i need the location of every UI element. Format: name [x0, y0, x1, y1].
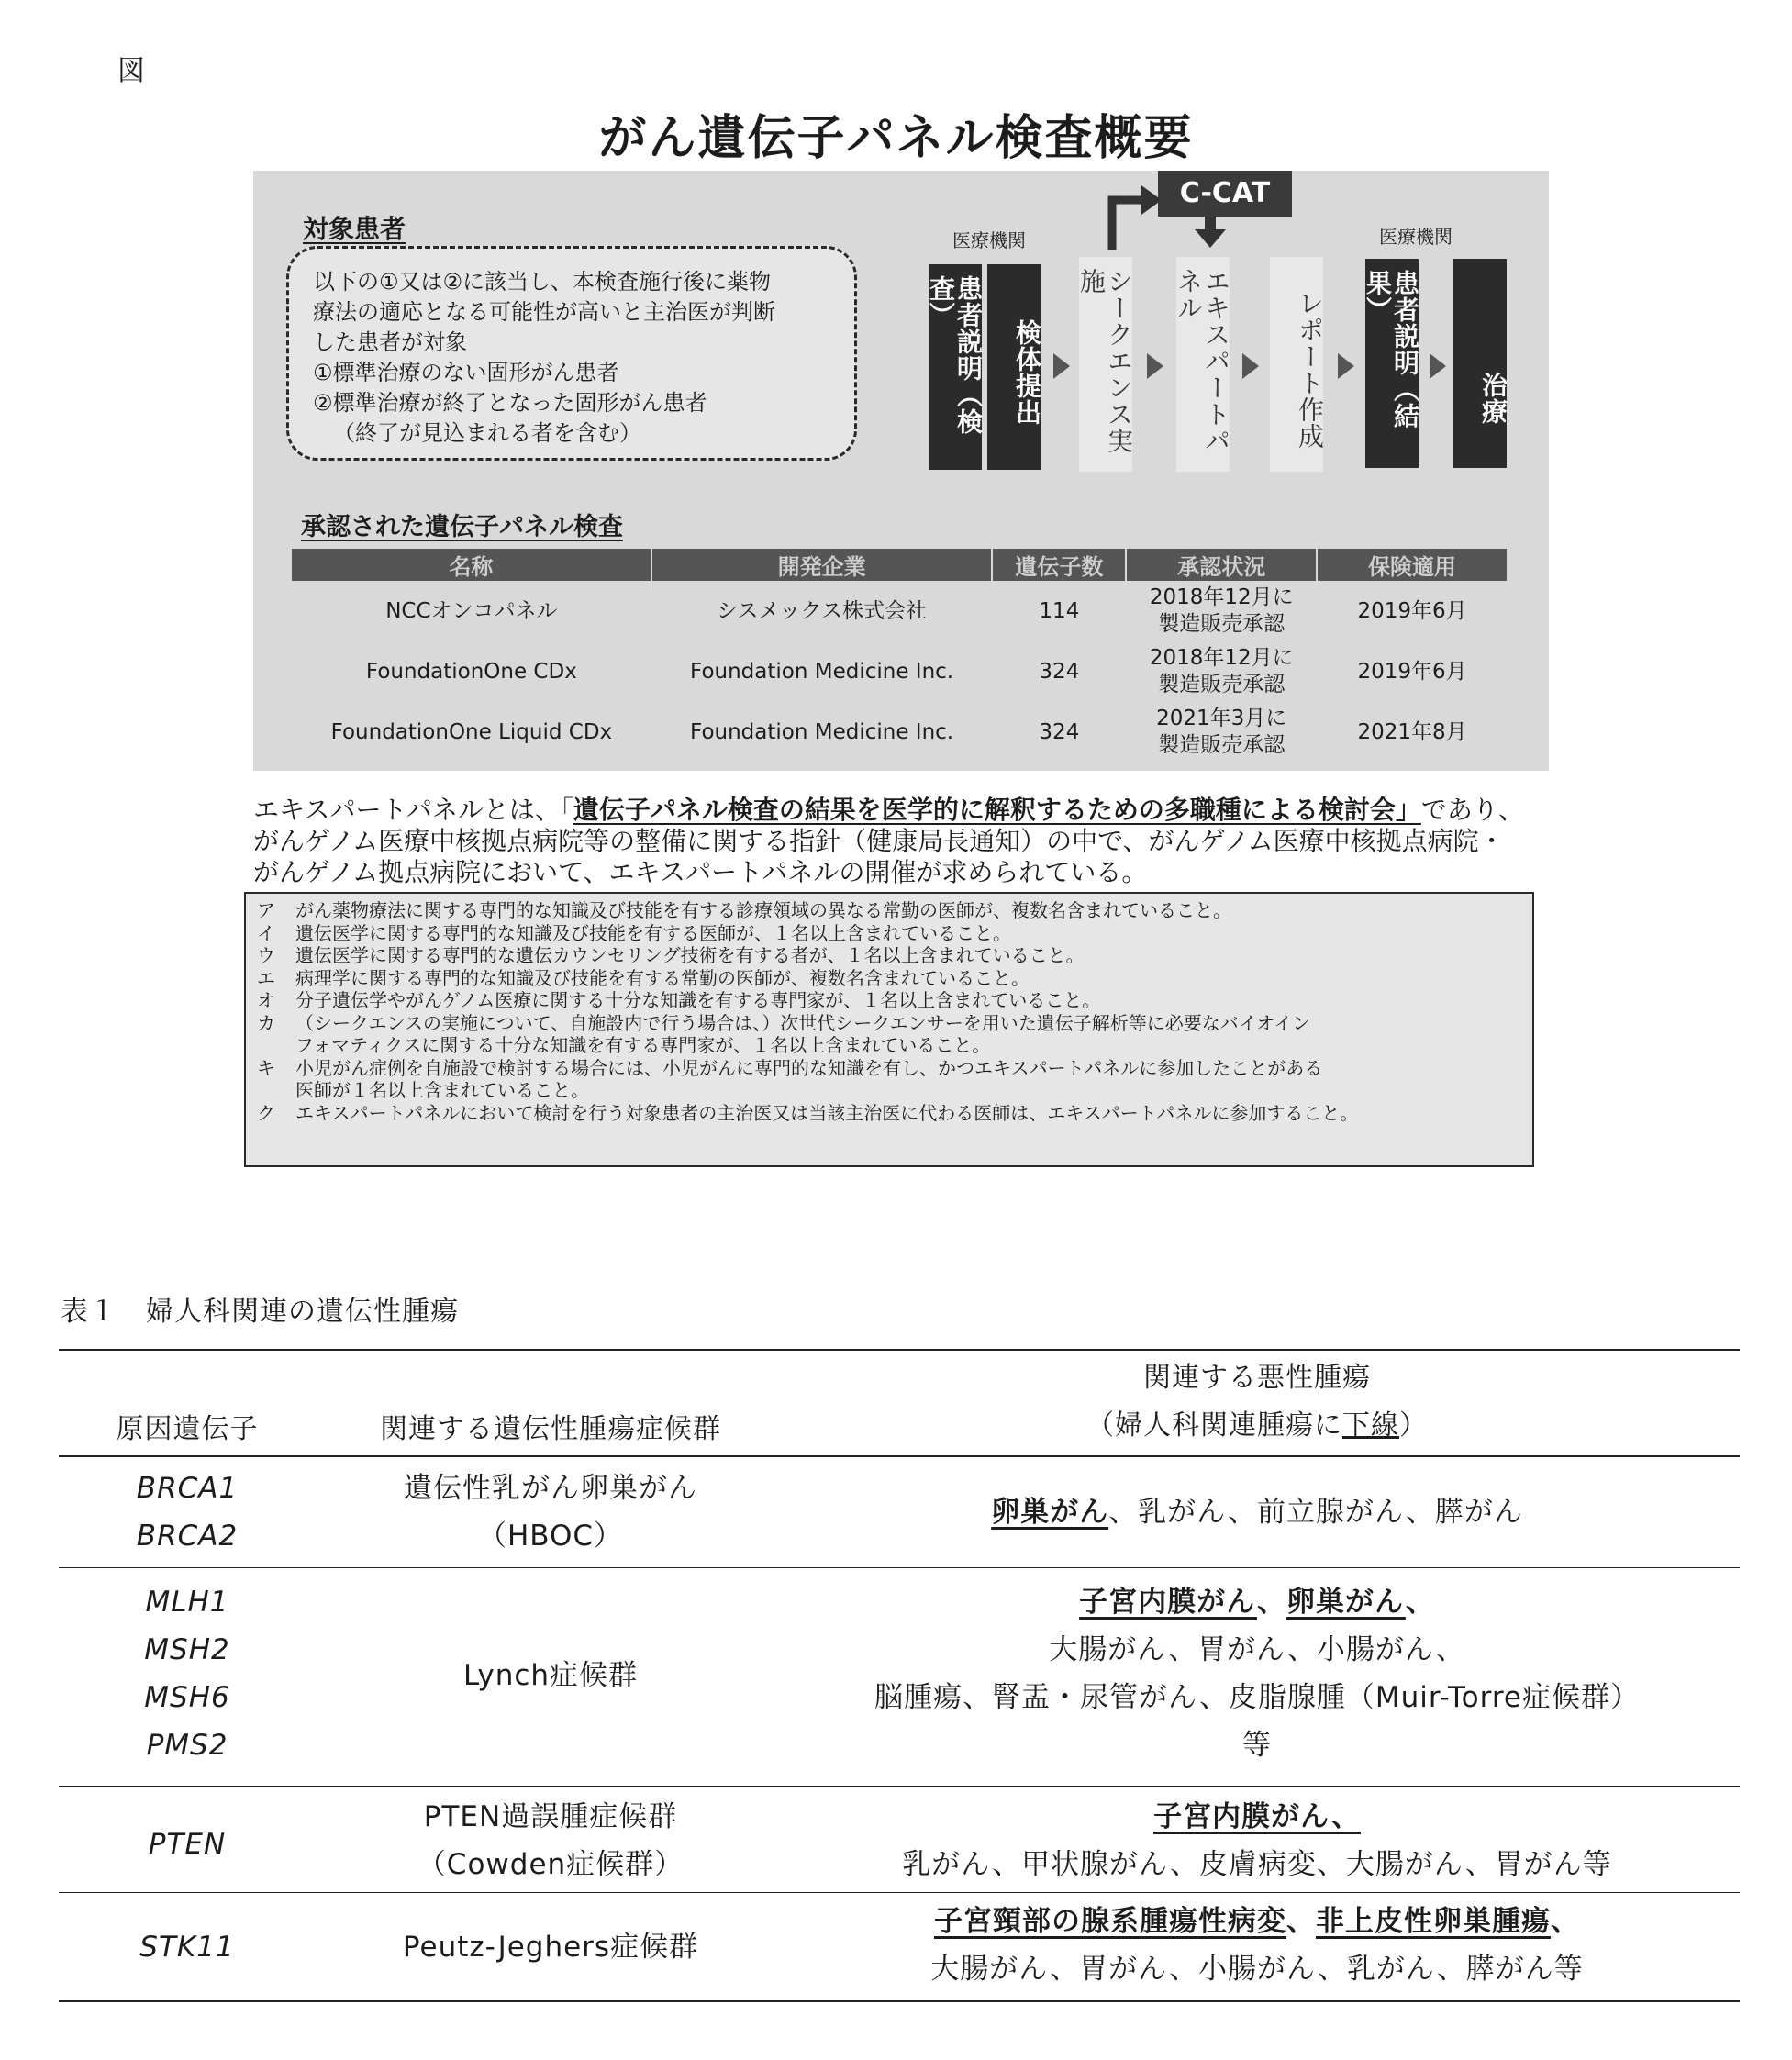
header-tumor-underlined: 下線	[1342, 1409, 1399, 1442]
tumor-line: 脳腫瘍、腎盂・尿管がん、皮脂腺腫（Muir-Torre症候群）	[874, 1681, 1640, 1714]
header-tumor-text: ）	[1399, 1409, 1428, 1442]
tumor-line: 等	[1242, 1729, 1272, 1762]
requirement-text: エキスパートパネルにおいて検討を行う対象患者の主治医又は当該主治医に代わる医師は、エキスパートパネルに参加すること。	[295, 1101, 1359, 1124]
syndrome-line: （Cowden症候群）	[417, 1848, 685, 1881]
panel-gene-count: 324	[1039, 719, 1080, 744]
tumor-line	[771, 1793, 1743, 1841]
column-header: 保険適用	[1317, 549, 1508, 581]
row-divider	[59, 1892, 1740, 1893]
requirement-text: （シークエンスの実施について、自施設内で行う場合は、）次世代シークエンサーを用いた遺伝子解析等に必要なバイオイン	[295, 1011, 1311, 1034]
target-criteria-box	[286, 246, 857, 461]
flow-arrow	[1147, 353, 1163, 379]
syndrome-line: Lynch症候群	[462, 1659, 639, 1692]
requirements-box	[244, 892, 1534, 1167]
gene-name: MLH1	[145, 1586, 229, 1619]
tumor-gyn: 卵巣がん	[1286, 1586, 1406, 1619]
tumor-line: 大腸がん、胃がん、小腸がん、乳がん、膵がん等	[930, 1953, 1584, 1986]
panel-company: Foundation Medicine Inc.	[690, 719, 954, 744]
requirement-item	[257, 989, 1532, 1012]
panel-insurance: 2019年6月	[1357, 659, 1467, 684]
flow-arrow	[1053, 353, 1070, 379]
panel-insurance: 2019年6月	[1357, 598, 1467, 623]
gene-name: BRCA2	[136, 1520, 239, 1553]
column-header: 遺伝子数	[992, 549, 1126, 581]
panel-company: シスメックス株式会社	[717, 598, 928, 623]
description-post: であり、	[1420, 795, 1524, 825]
criteria-line: （終了が見込まれる者を含む）	[333, 420, 641, 446]
requirement-mark: キ	[257, 1056, 275, 1079]
tumor-line	[771, 1898, 1743, 1945]
requirement-text: フォマティクスに関する十分な知識を有する専門家が、１名以上含まれていること。	[295, 1034, 991, 1056]
description-line	[253, 795, 1524, 826]
requirement-mark	[257, 1034, 295, 1057]
table-top-rule	[59, 1349, 1740, 1351]
panel-status	[1126, 581, 1317, 641]
header-tumor-text: （婦人科関連腫瘍に	[1086, 1409, 1342, 1442]
criteria-line: した患者が対象	[313, 329, 467, 355]
syndrome-line: 遺伝性乳がん卵巣がん	[404, 1472, 697, 1505]
ccat-upload-arrow	[1101, 180, 1174, 253]
gene-cell	[59, 1464, 316, 1560]
header-syndrome: 関連する遺伝性腫瘍症候群	[380, 1413, 721, 1445]
panel-gene-count: 114	[1039, 598, 1080, 623]
tumor-line	[771, 1578, 1743, 1626]
criteria-line: ①標準治療のない固形がん患者	[313, 360, 619, 385]
syndrome-line: Peutz-Jeghers症候群	[402, 1931, 699, 1964]
tumor-gyn-sep: 、	[1405, 1586, 1435, 1619]
requirement-item	[257, 967, 1532, 990]
requirement-item	[257, 1079, 1532, 1102]
flow-arrow	[1242, 353, 1259, 379]
criteria-line: 療法の適応となる可能性が高いと主治医が判断	[313, 299, 775, 325]
requirement-text: 病理学に関する専門的な知識及び技能を有する常勤の医師が、複数名含まれていること。	[295, 966, 1030, 989]
requirement-item	[257, 1034, 1532, 1057]
header-tumor	[771, 1354, 1743, 1450]
description-line: がんゲノム拠点病院において、エキスパートパネルの開催が求められている。	[253, 857, 1148, 887]
gene-name: BRCA1	[136, 1472, 239, 1505]
requirement-text: 遺伝医学に関する専門的な知識及び技能を有する医師が、１名以上含まれていること。	[295, 921, 1011, 944]
ccat-box: C-CAT	[1158, 171, 1292, 217]
header-tumor-line: 関連する悪性腫瘍	[1143, 1362, 1371, 1394]
requirement-item	[257, 1057, 1532, 1080]
step-report-creation: レポート作成	[1270, 257, 1323, 472]
description-pre: エキスパートパネルとは、「	[253, 795, 573, 825]
requirement-text: 医師が１名以上含まれていること。	[295, 1079, 589, 1101]
requirement-item	[257, 922, 1532, 945]
panel-name: NCCオンコパネル	[385, 598, 558, 623]
column-header: 承認状況	[1126, 549, 1317, 581]
tumor-gyn: 子宮内膜がん	[1079, 1586, 1257, 1619]
requirement-mark: イ	[257, 921, 275, 944]
gene-name: STK11	[139, 1931, 235, 1964]
tumor-cell	[771, 1578, 1743, 1769]
expert-panel-description	[253, 795, 1524, 888]
description-line: がんゲノム医療中核拠点病院等の整備に関する指針（健康局長通知）の中で、がんゲノム医療中核拠点病院・	[253, 826, 1505, 856]
panel-company: Foundation Medicine Inc.	[690, 659, 954, 684]
table-bottom-rule	[59, 2000, 1740, 2002]
step-treatment: 治療	[1453, 259, 1507, 468]
header-tumor-line	[771, 1402, 1743, 1450]
table-row	[292, 581, 1508, 641]
requirement-item	[257, 944, 1532, 967]
column-header: 名称	[292, 549, 651, 581]
panel-status	[1126, 641, 1317, 702]
requirement-text: 分子遺伝学やがんゲノム医療に関する十分な知識を有する専門家が、１名以上含まれていること。	[295, 989, 1101, 1011]
tumor-gyn: 非上皮性卵巣腫瘍	[1316, 1905, 1551, 1938]
requirement-mark: ク	[257, 1101, 275, 1124]
requirement-item	[257, 1102, 1532, 1125]
row-divider	[59, 1786, 1740, 1787]
gene-cell	[59, 1821, 316, 1868]
step-expert-panel: エキスパートパネル	[1176, 257, 1230, 472]
tumor-gyn-sep: 、	[1330, 1800, 1361, 1833]
org-label-left: 医療機関	[952, 229, 1026, 251]
flow-arrow	[1430, 353, 1446, 379]
tumor-gyn-sep: 、	[1256, 1586, 1286, 1619]
panel-gene-count: 324	[1039, 659, 1080, 684]
criteria-line: 以下の①又は②に該当し、本検査施行後に薬物	[313, 269, 772, 295]
tumor-line: 乳がん、甲状腺がん、皮膚病変、大腸がん、胃がん等	[902, 1848, 1612, 1881]
tumor-cell	[771, 1488, 1743, 1536]
syndrome-line: PTEN過誤腫症候群	[423, 1800, 678, 1833]
tumor-gyn-sep: 、	[1551, 1905, 1580, 1938]
requirement-mark: ウ	[257, 944, 275, 966]
syndrome-cell	[312, 1923, 789, 1971]
syndrome-cell	[312, 1652, 789, 1699]
tumor-gyn-sep: 、	[1286, 1905, 1316, 1938]
status-line: 製造販売承認	[1158, 673, 1286, 696]
status-line: 2021年3月に	[1156, 707, 1287, 730]
header-rule	[59, 1455, 1740, 1457]
figure-label: 図	[117, 55, 145, 87]
figure-title: がん遺伝子パネル検査概要	[598, 111, 1194, 166]
gene-name: PMS2	[146, 1729, 228, 1762]
requirement-item	[257, 1012, 1532, 1035]
tumor-line: 大腸がん、胃がん、小腸がん、	[1049, 1633, 1465, 1666]
criteria-line: ②標準治療が終了となった固形がん患者	[313, 390, 707, 416]
status-line: 製造販売承認	[1158, 733, 1286, 757]
step-sequencing: シークエンス実施	[1079, 257, 1132, 472]
org-label-right: 医療機関	[1379, 226, 1453, 248]
status-line: 製造販売承認	[1158, 612, 1286, 636]
requirement-mark: ア	[257, 899, 275, 921]
tumor-gyn: 子宮内膜がん	[1153, 1800, 1331, 1833]
ccat-down-arrow	[1193, 217, 1230, 253]
row-divider	[59, 1567, 1740, 1568]
column-header: 開発企業	[651, 549, 993, 581]
gene-name: PTEN	[148, 1828, 227, 1861]
header-gene: 原因遺伝子	[116, 1413, 259, 1445]
requirement-mark	[257, 1079, 295, 1102]
syndrome-line: （HBOC）	[477, 1520, 624, 1553]
syndrome-cell	[312, 1793, 789, 1888]
table-row	[292, 702, 1508, 763]
table1-caption: 表１ 婦人科関連の遺伝性腫瘍	[61, 1296, 459, 1328]
step-patient-explanation-result: 患者説明（結果）	[1365, 259, 1419, 468]
flow-arrow	[1338, 353, 1354, 379]
requirement-text: 遺伝医学に関する専門的な遺伝カウンセリング技術を有する者が、１名以上含まれていること。	[295, 944, 1085, 966]
gene-cell	[59, 1923, 316, 1971]
table-header-row	[292, 549, 1508, 581]
syndrome-cell	[312, 1464, 789, 1560]
panel-insurance: 2021年8月	[1357, 719, 1467, 744]
requirement-text: がん薬物療法に関する専門的な知識及び技能を有する診療領域の異なる常勤の医師が、複数名含まれていること。	[295, 899, 1231, 921]
requirement-text: 小児がん症例を自施設で検討する場合には、小児がんに専門的な知識を有し、かつエキスパートパネルに参加したことがある	[295, 1056, 1323, 1079]
approved-heading: 承認された遺伝子パネル検査	[301, 513, 623, 541]
requirement-item	[257, 899, 1532, 922]
tumor-gyn: 卵巣がん	[991, 1496, 1109, 1529]
panel-status	[1126, 702, 1317, 763]
requirement-mark: オ	[257, 989, 275, 1011]
description-emphasis: 遺伝子パネル検査の結果を医学的に解釈するための多職種による検討会」	[573, 795, 1421, 825]
requirement-mark: エ	[257, 966, 275, 989]
table-row	[292, 641, 1508, 702]
step-patient-explanation-test: 患者説明（検査）	[929, 264, 982, 470]
status-line: 2018年12月に	[1149, 585, 1294, 609]
gene-name: MSH2	[144, 1633, 230, 1666]
panel-name: FoundationOne CDx	[365, 659, 577, 684]
tumor-gyn: 子宮頸部の腺系腫瘍性病変	[934, 1905, 1286, 1938]
requirement-mark: カ	[257, 1011, 275, 1034]
target-heading: 対象患者	[303, 214, 406, 244]
tumor-cell	[771, 1793, 1743, 1888]
tumor-cell	[771, 1898, 1743, 1993]
gene-cell	[59, 1578, 316, 1769]
status-line: 2018年12月に	[1149, 646, 1294, 670]
step-specimen-submission: 検体提出	[987, 264, 1041, 470]
panel-name: FoundationOne Liquid CDx	[330, 719, 613, 744]
tumor-other: 、乳がん、前立腺がん、膵がん	[1108, 1496, 1523, 1529]
gene-name: MSH6	[144, 1681, 230, 1714]
approved-panel-table	[292, 549, 1508, 763]
